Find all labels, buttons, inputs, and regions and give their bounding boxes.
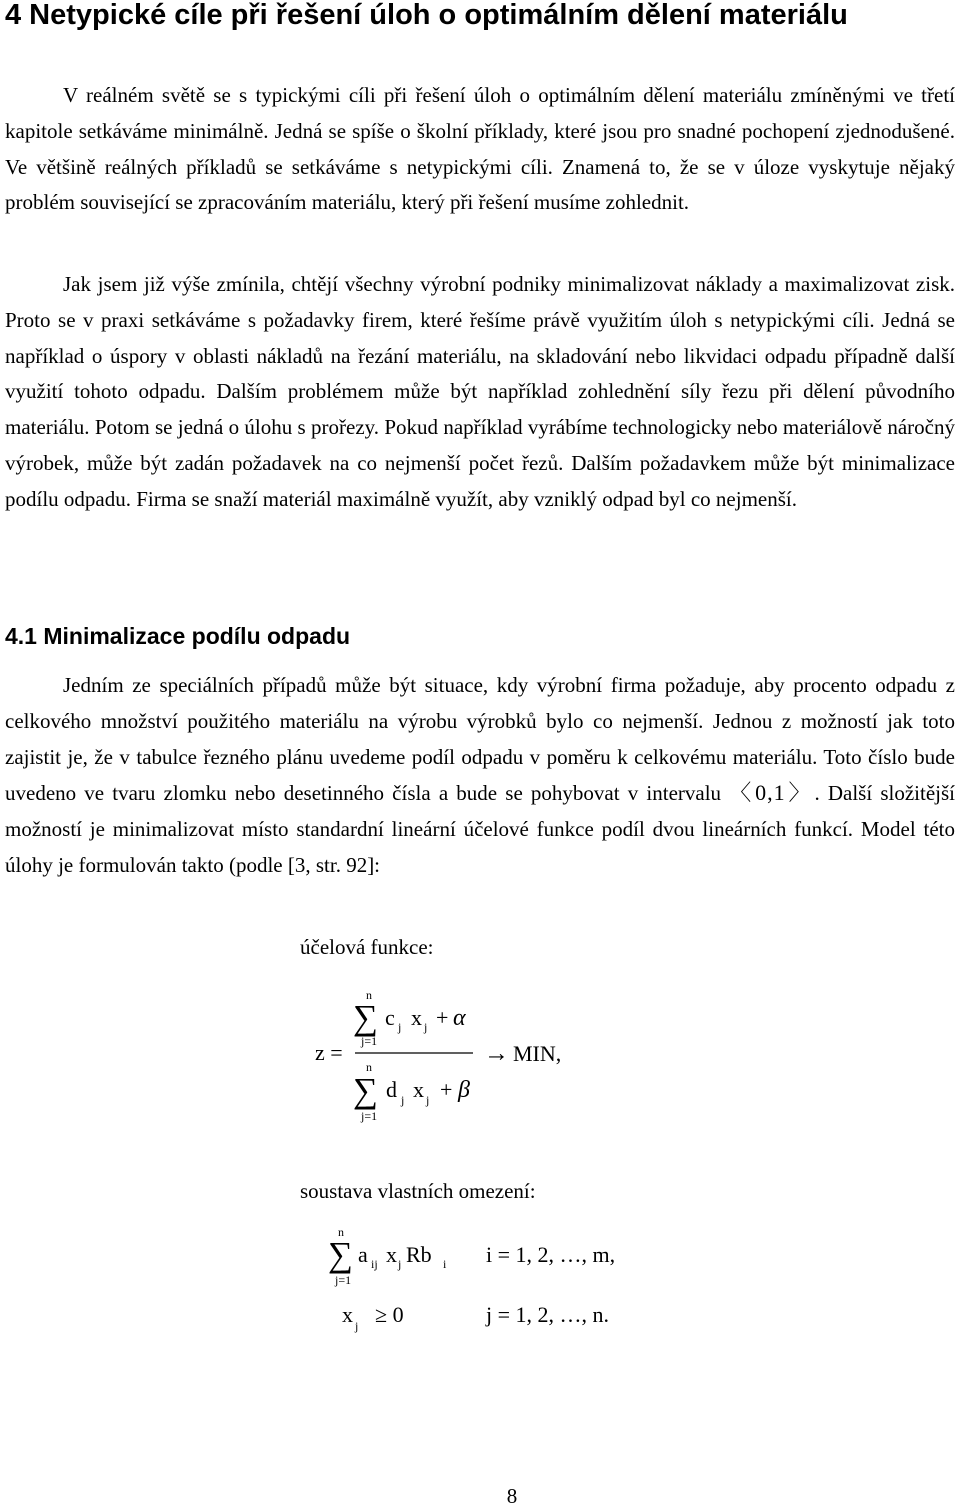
section-title: 4.1 Minimalizace podílu odpadu — [5, 623, 351, 649]
chapter-title: 4 Netypické cíle při řešení úloh o optimálním dělení materiálu — [5, 0, 848, 31]
page-number: 8 — [506, 1484, 518, 1508]
section-paragraph-before-interval: Jedním ze speciálních případů může být situace, kdy výrobní firma požaduje, aby procento odpadu z celkového množství použitého materiálu na výrobu výrobků bylo co nejmenší. Jednou z možností jak toto zajistit je, že v tabulce řezného plánu uvedeme podíl odpadu v poměru k celkovému materiálu. Toto číslo bude uvedeno ve tvaru zlomku nebo desetinného čísla a bude se pohybovat v intervalu — [5, 673, 955, 806]
constraint-rhs-subscript: i — [443, 1257, 447, 1271]
section-paragraph-after-interval: . Další složitější možností je minimalizovat místo standardní lineární účelové funkce podíl dvou lineárních funkcí. Model této úlohy je formulován takto (podle [3, str. 92]: — [5, 781, 955, 877]
nonnegativity-relation: ≥ 0 — [375, 1302, 404, 1327]
denominator-lower-limit: j=1 — [361, 1109, 378, 1123]
nonnegativity-variable-subscript: j — [355, 1319, 359, 1333]
constraint-relation: Rb — [406, 1242, 432, 1267]
numerator-variable: x — [411, 1005, 422, 1030]
numerator-coefficient: c — [385, 1005, 395, 1030]
numerator-variable-subscript: j — [424, 1020, 428, 1034]
beta-symbol: β — [458, 1077, 470, 1103]
z-equals: z = — [315, 1040, 343, 1065]
constraint-index-range: i = 1, 2, …, m, — [486, 1242, 616, 1267]
denominator-sigma: ∑ — [353, 1071, 378, 1110]
constraints-formula — [300, 1222, 670, 1347]
context-paragraph: Jak jsem již výše zmínila, chtějí všechny výrobní podniky minimalizovat náklady a maximalizovat zisk. Proto se v praxi setkáváme s požadavky firem, které řešíme právě využitím úloh s netypickými cíli. Jedná se například o úspory v oblasti nákladů na řezání materiálu, na skladování nebo likvidaci odpadu případně další využití tohoto odpadu. Dalším problémem může být například zohlednění síly řezu při dělení původního materiálu. Potom se jedná o úlohu s prořezy. Pokud například vyrábíme technologicky nebo materiálově náročný výrobek, může být zadán požadavek na co nejmenší počet řezů. Dalším požadavkem může být minimalizace podílu odpadu. Firma se snaží materiál maximálně využít, aby vzniklý odpad byl co nejmenší. — [5, 272, 955, 511]
numerator-plus: + — [436, 1005, 449, 1030]
nonnegativity-index-range: j = 1, 2, …, n. — [486, 1302, 610, 1327]
denominator-variable: x — [413, 1077, 424, 1102]
denominator-plus: + — [440, 1077, 453, 1102]
nonnegativity-variable: x — [342, 1302, 353, 1327]
constraint-coefficient-subscript: ij — [371, 1257, 378, 1271]
objective-function-label: účelová funkce: — [300, 935, 434, 959]
denominator-variable-subscript: j — [426, 1093, 430, 1107]
constraint-sigma: ∑ — [328, 1235, 353, 1274]
constraint-variable-subscript: j — [398, 1257, 402, 1271]
numerator-upper-limit: n — [366, 988, 372, 1002]
numerator-lower-limit: j=1 — [361, 1034, 378, 1048]
denominator-subscript-j: j — [401, 1093, 405, 1107]
interval-expression: 〈0,1〉 — [729, 780, 815, 806]
denominator-coefficient: d — [386, 1077, 397, 1102]
constraint-sum-lower-limit: j=1 — [335, 1273, 352, 1287]
constraint-sum-upper-limit: n — [338, 1225, 344, 1239]
objective-formula — [300, 970, 630, 1140]
constraints-label: soustava vlastních omezení: — [300, 1179, 536, 1203]
alpha-symbol: α — [453, 1005, 466, 1031]
constraint-variable: x — [386, 1242, 397, 1267]
denominator-upper-limit: n — [366, 1060, 372, 1074]
numerator-subscript-j: j — [398, 1020, 402, 1034]
constraint-coefficient: a — [358, 1242, 368, 1267]
intro-paragraph: V reálném světě se s typickými cíli při řešení úloh o optimálním dělení materiálu zmíněnými ve třetí kapitole setkáváme minimálně. Jedná se spíše o školní příklady, které jsou pro snadné pochopení zjednodušené. Ve většině reálných příkladů se setkáváme s netypickými cíli. Znamená to, že se v úloze vyskytuje nějaký problém související se zpracováním materiálu, který při řešení musíme zohlednit. — [5, 83, 955, 215]
minimize-label: MIN, — [513, 1041, 562, 1066]
minimize-arrow: → — [484, 1040, 509, 1067]
numerator-sigma: ∑ — [353, 998, 378, 1037]
section-paragraph — [5, 668, 955, 884]
